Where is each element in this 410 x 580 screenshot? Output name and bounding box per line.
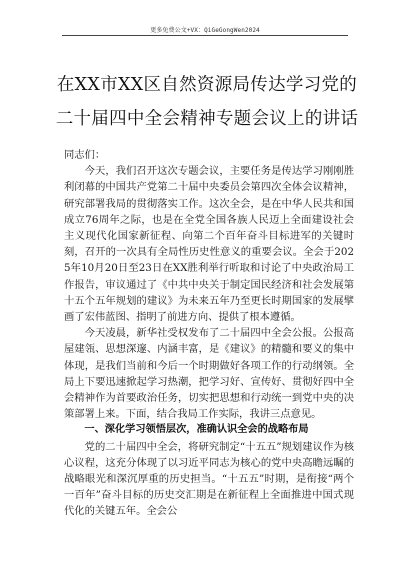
paragraph-2: 今天凌晨，新华社受权发布了二十届四中全会公报。公报高屋建瓴、思想深邃、内涵丰富，是《建议》的精髓和要义的集中体现，是我们当前和今后一个时期做好各项工作的行动纲领。全局上下要迅速掀起学习热潮，把学习好、宣传好、贯彻好四中全会精神作为首要政治任务，切实把思想和行动统一到党中央的决策部署上来。下面，结合我局工作实际，我讲三点意见。 bbox=[64, 327, 354, 421]
document-body bbox=[64, 147, 354, 520]
page-header: 更多免费公文+VX：QiGeGongWen2024 bbox=[150, 27, 260, 34]
salutation: 同志们： bbox=[64, 149, 106, 161]
section-heading-1: 一、深化学习领悟层次，准确认识全会的战略布局 bbox=[84, 424, 309, 436]
document-title: 在XX市XX区自然资源局传达学习党的二十届四中全会精神专题会议上的讲话 bbox=[55, 75, 359, 129]
header-divider bbox=[62, 35, 348, 36]
section-1-paragraph-1: 党的二十届四中全会，将研究制定“十五五”规划建议作为核心议程，这充分体现了以习近平同志为核心的党中央高瞻远瞩的战略眼光和深沉厚重的历史担当。“十五五”时期，是衔接“两个一百年”奋斗目标的历史交汇期是在新征程上全面推进中国式现代化的关键五年。全会公 bbox=[64, 440, 354, 518]
paragraph-1: 今天，我们召开这次专题会议，主要任务是传达学习刚刚胜利闭幕的中国共产党第二十届中央委员会第四次全体会议精神，研究部署我局的贯彻落实工作。这次全会，是在中华人民共和国成立76周年之际，也是在全党全国各族人民迈上全面建设社会主义现代化国家新征程、向第二个百年奋斗目标进军的关键时刻，召开的一次具有全局性历史性意义的重要会议。全会于2025年10月20日至23日在XX胜利举行听取和讨论了中央政治局工作报告，审议通过了《中共中央关于制定国民经济和社会发展第十五个五年规划的建议》为未来五年乃至更长时期国家的发展擘画了宏伟蓝图、指明了前进方向、提供了根本遵循。 bbox=[64, 165, 354, 324]
